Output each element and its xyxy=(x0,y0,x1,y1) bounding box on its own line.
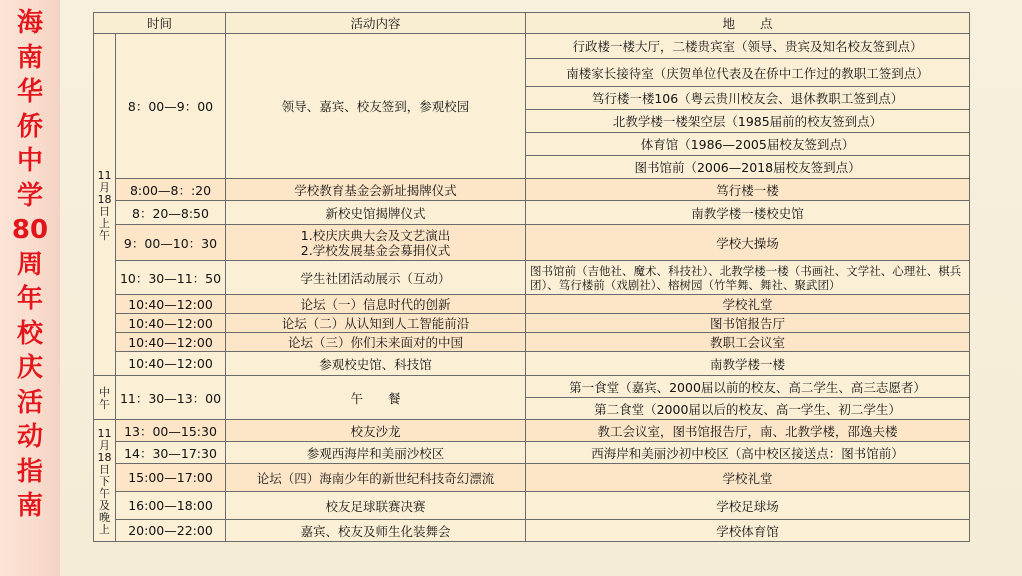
content-line: 1.校庆庆典大会及文艺演出 xyxy=(300,227,451,243)
content-cell: 学校教育基金会新址揭牌仪式 xyxy=(226,179,526,201)
title-char: 学 xyxy=(16,180,43,211)
table-row xyxy=(94,225,970,261)
title-char: 侨 xyxy=(16,111,43,142)
title-char: 周 xyxy=(16,249,43,280)
content-cell: 午 餐 xyxy=(226,376,526,420)
time-cell: 20:00—22:00 xyxy=(116,520,226,542)
time-cell: 10:40—12:00 xyxy=(116,295,226,314)
place-cell: 教职工会议室 xyxy=(526,333,970,352)
table-row xyxy=(94,520,970,542)
title-char: 校 xyxy=(16,318,43,349)
table-row xyxy=(94,464,970,492)
place-cell: 图书馆前（吉他社、魔术、科技社）、北教学楼一楼（书画社、文学社、心理社、棋兵团）、笃行楼前（戏剧社）、榕树园（竹竿舞、舞社、聚武团） xyxy=(526,261,970,295)
table-row xyxy=(94,295,970,314)
title-char: 南 xyxy=(16,491,43,521)
time-cell: 9：00—10：30 xyxy=(116,225,226,261)
table-row xyxy=(94,492,970,520)
title-char: 华 xyxy=(16,77,43,107)
content-cell: 领导、嘉宾、校友签到，参观校园 xyxy=(226,34,526,179)
content-cell: 校友沙龙 xyxy=(226,420,526,442)
table-row xyxy=(94,442,970,464)
schedule-table xyxy=(93,12,970,542)
place-cell: 图书馆前（2006—2018届校友签到点） xyxy=(526,156,970,179)
table-row xyxy=(94,333,970,352)
place-cell: 南教学楼一楼 xyxy=(526,352,970,376)
place-cell: 西海岸和美丽沙初中校区（高中校区接送点：图书馆前） xyxy=(526,442,970,464)
place-cell: 学校体育馆 xyxy=(526,520,970,542)
time-cell: 8：20—8:50 xyxy=(116,201,226,225)
vertical-title xyxy=(6,6,54,524)
table-row xyxy=(94,34,970,59)
title-char: 海 xyxy=(16,8,43,38)
title-char: 指 xyxy=(16,456,43,487)
title-char: 庆 xyxy=(16,353,43,383)
content-cell: 论坛（一）信息时代的创新 xyxy=(226,295,526,314)
time-cell: 10:40—12:00 xyxy=(116,352,226,376)
header-content: 活动内容 xyxy=(226,13,526,34)
table-row xyxy=(94,201,970,225)
place-cell: 北教学楼一楼架空层（1985届前的校友签到点） xyxy=(526,110,970,133)
place-cell: 图书馆报告厅 xyxy=(526,314,970,333)
content-cell: 校友足球联赛决赛 xyxy=(226,492,526,520)
table-row xyxy=(94,261,970,295)
time-cell: 10：30—11：50 xyxy=(116,261,226,295)
time-cell: 8:00—8：:20 xyxy=(116,179,226,201)
place-cell: 教工会议室，图书馆报告厅，南、北教学楼，邵逸夫楼 xyxy=(526,420,970,442)
time-cell: 8：00—9：00 xyxy=(116,34,226,179)
place-cell: 学校礼堂 xyxy=(526,464,970,492)
content-cell: 参观校史馆、科技馆 xyxy=(226,352,526,376)
title-char: 年 xyxy=(16,284,43,314)
place-cell: 南教学楼一楼校史馆 xyxy=(526,201,970,225)
place-cell: 行政楼一楼大厅，二楼贵宾室（领导、贵宾及知名校友签到点） xyxy=(526,34,970,59)
table-row xyxy=(94,352,970,376)
table-row xyxy=(94,314,970,333)
left-title-panel xyxy=(0,0,60,576)
segment-afternoon: 11 月 18 日 下 午 及 晚 上 xyxy=(94,420,116,542)
content-cell: 学生社团活动展示（互动） xyxy=(226,261,526,295)
place-cell: 学校礼堂 xyxy=(526,295,970,314)
header-place: 地 点 xyxy=(526,13,970,34)
title-char: 80 xyxy=(11,215,49,245)
table-row xyxy=(94,376,970,398)
content-cell: 参观西海岸和美丽沙校区 xyxy=(226,442,526,464)
segment-noon: 中 午 xyxy=(94,376,116,420)
place-cell: 南楼家长接待室（庆贺单位代表及在侨中工作过的教职工签到点） xyxy=(526,59,970,87)
place-cell: 学校足球场 xyxy=(526,492,970,520)
place-cell: 第一食堂（嘉宾、2000届以前的校友、高二学生、高三志愿者） xyxy=(526,376,970,398)
time-cell: 15:00—17:00 xyxy=(116,464,226,492)
title-char: 南 xyxy=(16,42,43,73)
time-cell: 10:40—12:00 xyxy=(116,314,226,333)
content-cell: 论坛（二）从认知到人工智能前沿 xyxy=(226,314,526,333)
place-cell: 第二食堂（2000届以后的校友、高一学生、初二学生） xyxy=(526,398,970,420)
time-cell: 11：30—13：00 xyxy=(116,376,226,420)
place-cell: 学校大操场 xyxy=(526,225,970,261)
time-cell: 16:00—18:00 xyxy=(116,492,226,520)
table-row xyxy=(94,179,970,201)
time-cell: 10:40—12:00 xyxy=(116,333,226,352)
content-cell xyxy=(226,225,526,261)
place-cell: 笃行楼一楼 xyxy=(526,179,970,201)
segment-morning: 11 月 18 日 上 午 xyxy=(94,34,116,376)
content-cell: 论坛（三）你们未来面对的中国 xyxy=(226,333,526,352)
content-line: 2.学校发展基金会募捐仪式 xyxy=(300,242,451,258)
time-cell: 14：30—17:30 xyxy=(116,442,226,464)
title-char: 动 xyxy=(16,422,43,452)
header-time: 时间 xyxy=(94,13,226,34)
content-cell: 嘉宾、校友及师生化装舞会 xyxy=(226,520,526,542)
table-row xyxy=(94,420,970,442)
place-cell: 笃行楼一楼106（粤云贵川校友会、退休教职工签到点） xyxy=(526,87,970,110)
title-char: 活 xyxy=(16,387,43,418)
header-row xyxy=(94,13,970,34)
place-cell: 体育馆（1986—2005届校友签到点） xyxy=(526,133,970,156)
content-cell: 新校史馆揭牌仪式 xyxy=(226,201,526,225)
title-char: 中 xyxy=(16,146,43,176)
content-cell: 论坛（四）海南少年的新世纪科技奇幻漂流 xyxy=(226,464,526,492)
time-cell: 13：00—15:30 xyxy=(116,420,226,442)
